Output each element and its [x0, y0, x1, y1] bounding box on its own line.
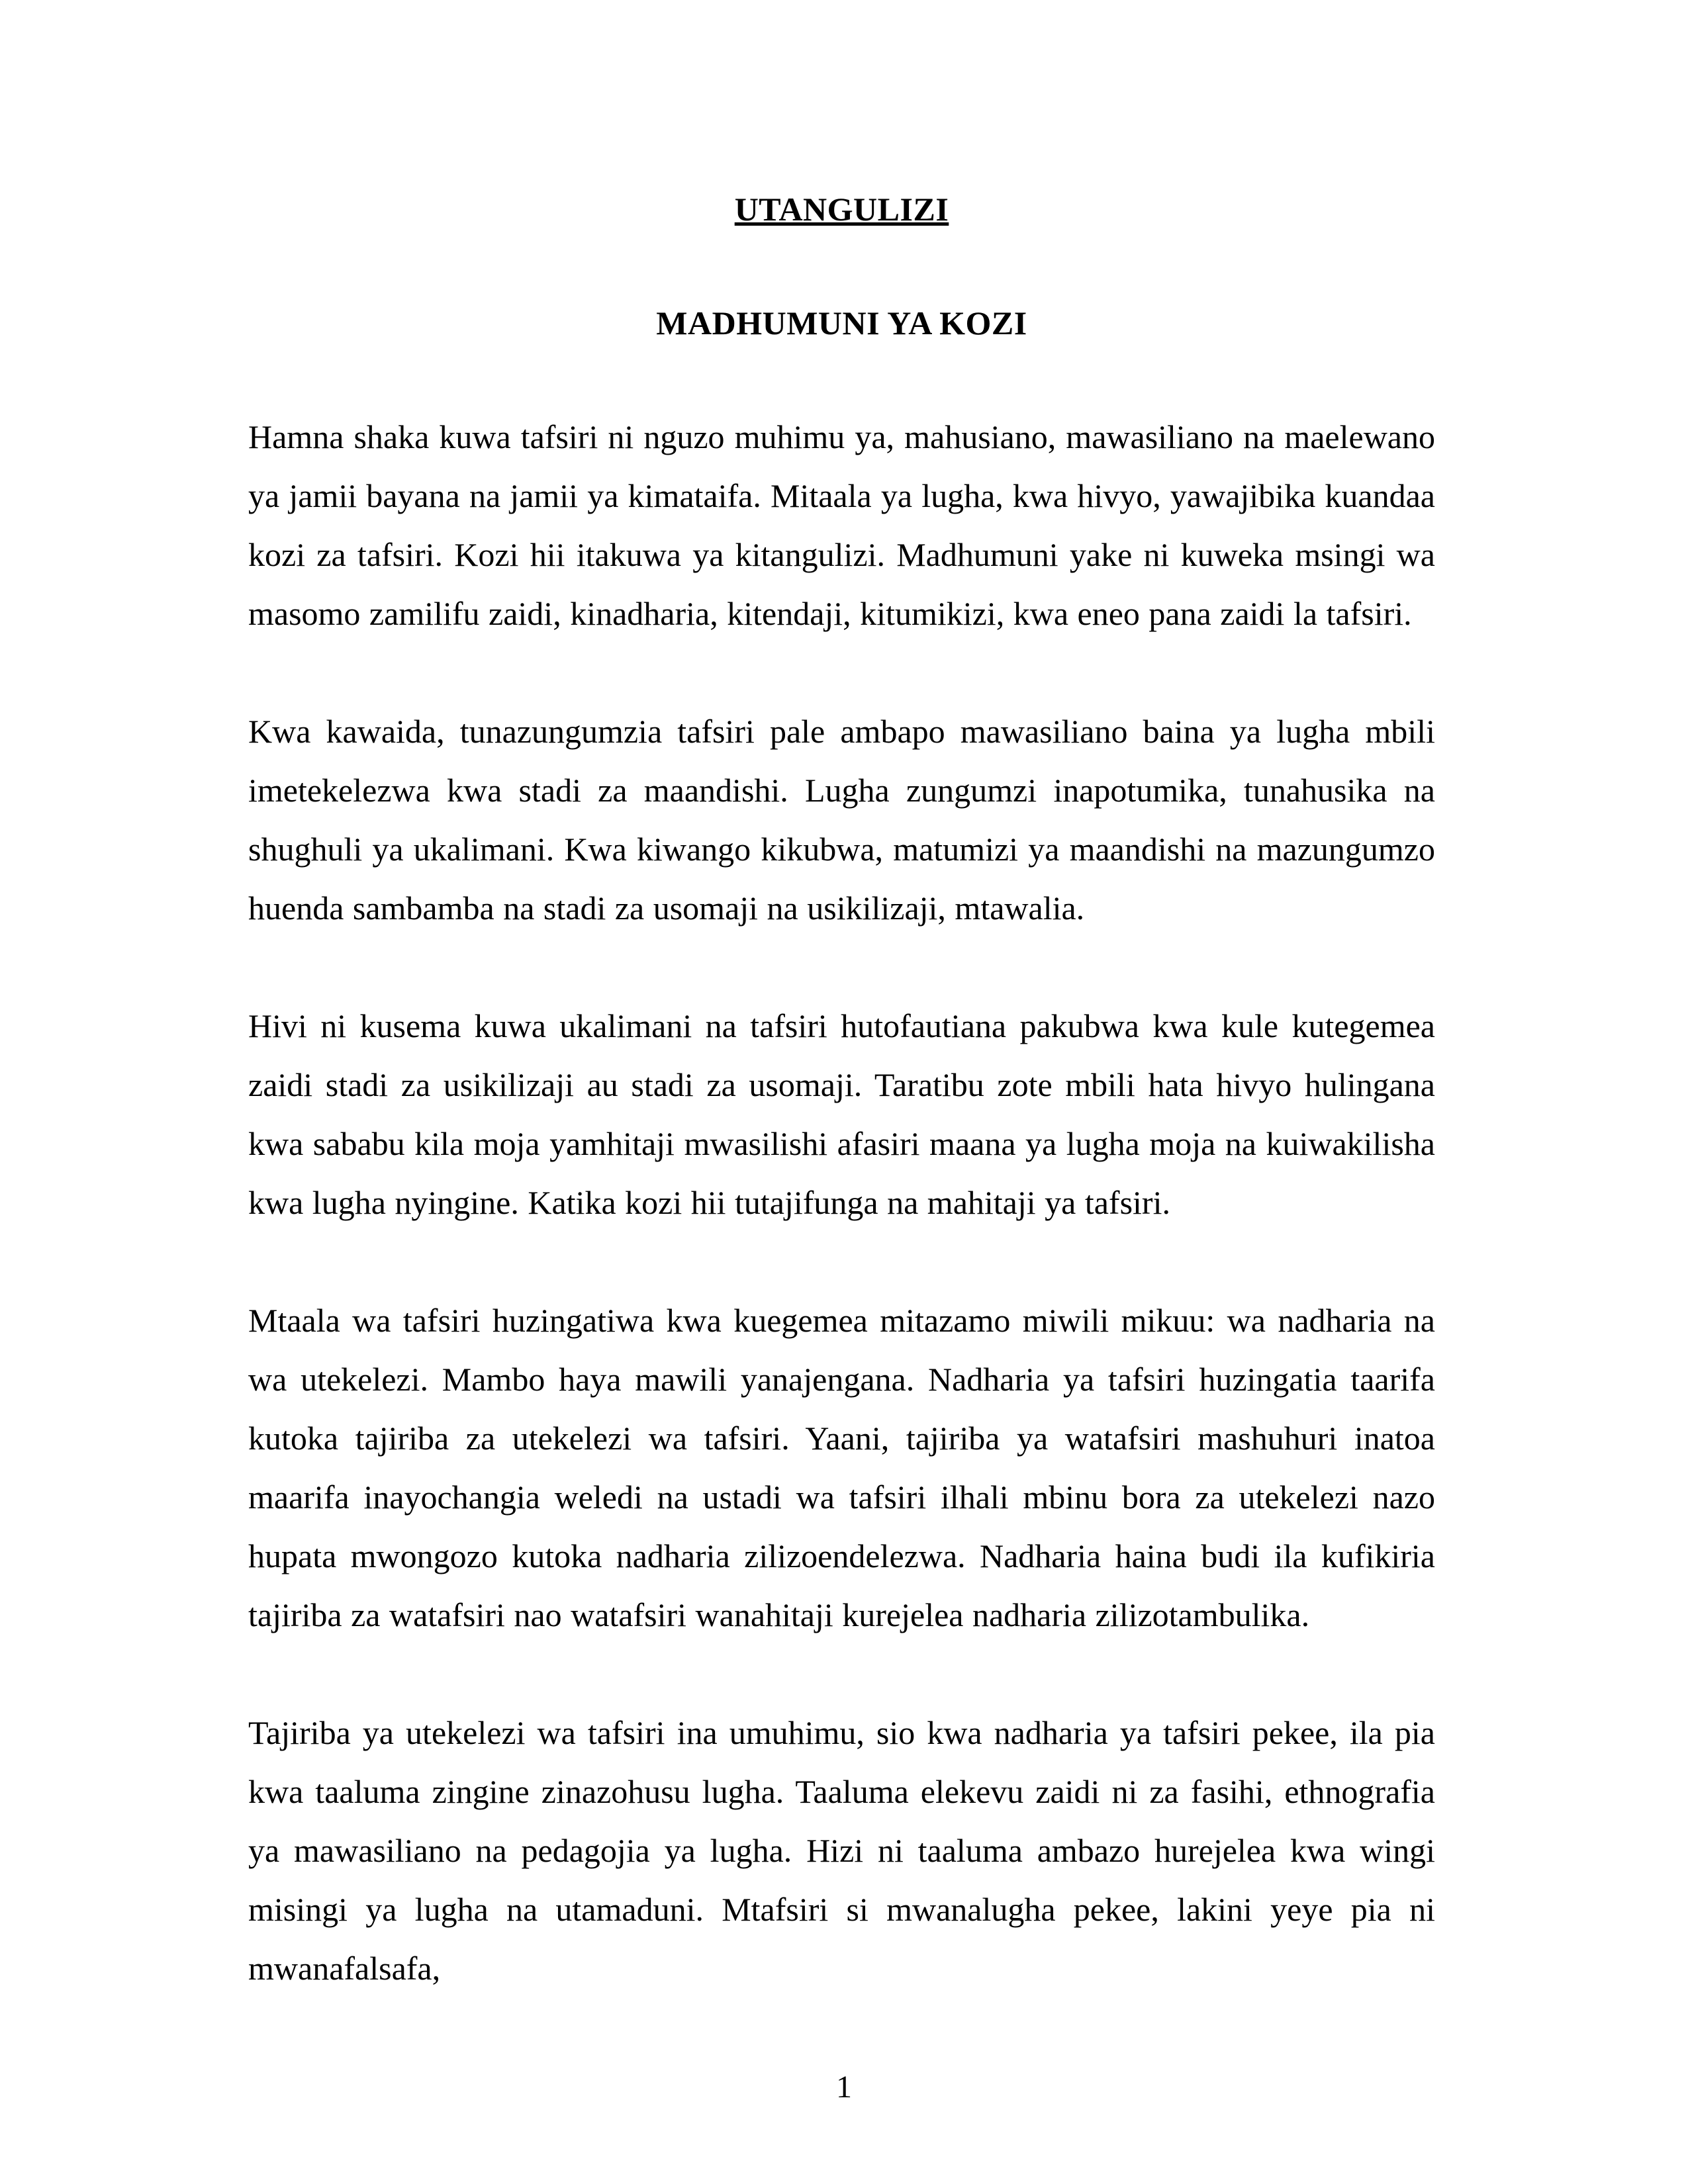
paragraph: Kwa kawaida, tunazungumzia tafsiri pale ambapo mawasiliano baina ya lugha mbili imetekelezwa kwa stadi za maandishi. Lugha zungumzi inapotumika, tunahusika na shughuli ya ukalimani. Kwa kiwango kikubwa, matumizi ya maandishi na mazungumzo huenda sambamba na stadi za usomaji na usikilizaji, mtawalia.	[248, 713, 1435, 927]
document-body	[248, 408, 1435, 1998]
paragraph: Tajiriba ya utekelezi wa tafsiri ina umuhimu, sio kwa nadharia ya tafsiri pekee, ila pia kwa taaluma zingine zinazohusu lugha. Taaluma elekevu zaidi ni za fasihi, ethnografia ya mawasiliano na pedagojia ya lugha. Hizi ni taaluma ambazo hurejelea kwa wingi misingi ya lugha na utamaduni. Mtafsiri si mwanalugha pekee, lakini yeye pia ni mwanafalsafa,	[248, 1714, 1435, 1987]
paragraph: Hivi ni kusema kuwa ukalimani na tafsiri hutofautiana pakubwa kwa kule kutegemea zaidi stadi za usikilizaji au stadi za usomaji. Taratibu zote mbili hata hivyo hulingana kwa sababu kila moja yamhitaji mwasilishi afasiri maana ya lugha moja na kuiwakilisha kwa lugha nyingine. Katika kozi hii tutajifunga na mahitaji ya tafsiri.	[248, 1007, 1435, 1221]
page-number: 1	[836, 2070, 852, 2105]
document-subtitle: MADHUMUNI YA KOZI	[656, 304, 1027, 341]
paragraph: Mtaala wa tafsiri huzingatiwa kwa kuegemea mitazamo miwili mikuu: wa nadharia na wa utekelezi. Mambo haya mawili yanajengana. Nadharia ya tafsiri huzingatia taarifa kutoka tajiriba za utekelezi wa tafsiri. Yaani, tajiriba ya watafsiri mashuhuri inatoa maarifa inayochangia weledi na ustadi wa tafsiri ilhali mbinu bora za utekelezi nazo hupata mwongozo kutoka nadharia zilizoendelezwa. Nadharia haina budi ila kufikiria tajiriba za watafsiri nao watafsiri wanahitaji kurejelea nadharia zilizotambulika.	[248, 1302, 1435, 1633]
document-title: UTANGULIZI	[734, 191, 949, 228]
paragraph: Hamna shaka kuwa tafsiri ni nguzo muhimu ya, mahusiano, mawasiliano na maelewano ya jamii bayana na jamii ya kimataifa. Mitaala ya lugha, kwa hivyo, yawajibika kuandaa kozi za tafsiri. Kozi hii itakuwa ya kitangulizi. Madhumuni yake ni kuweka msingi wa masomo zamilifu zaidi, kinadharia, kitendaji, kitumikizi, kwa eneo pana zaidi la tafsiri.	[248, 418, 1435, 632]
